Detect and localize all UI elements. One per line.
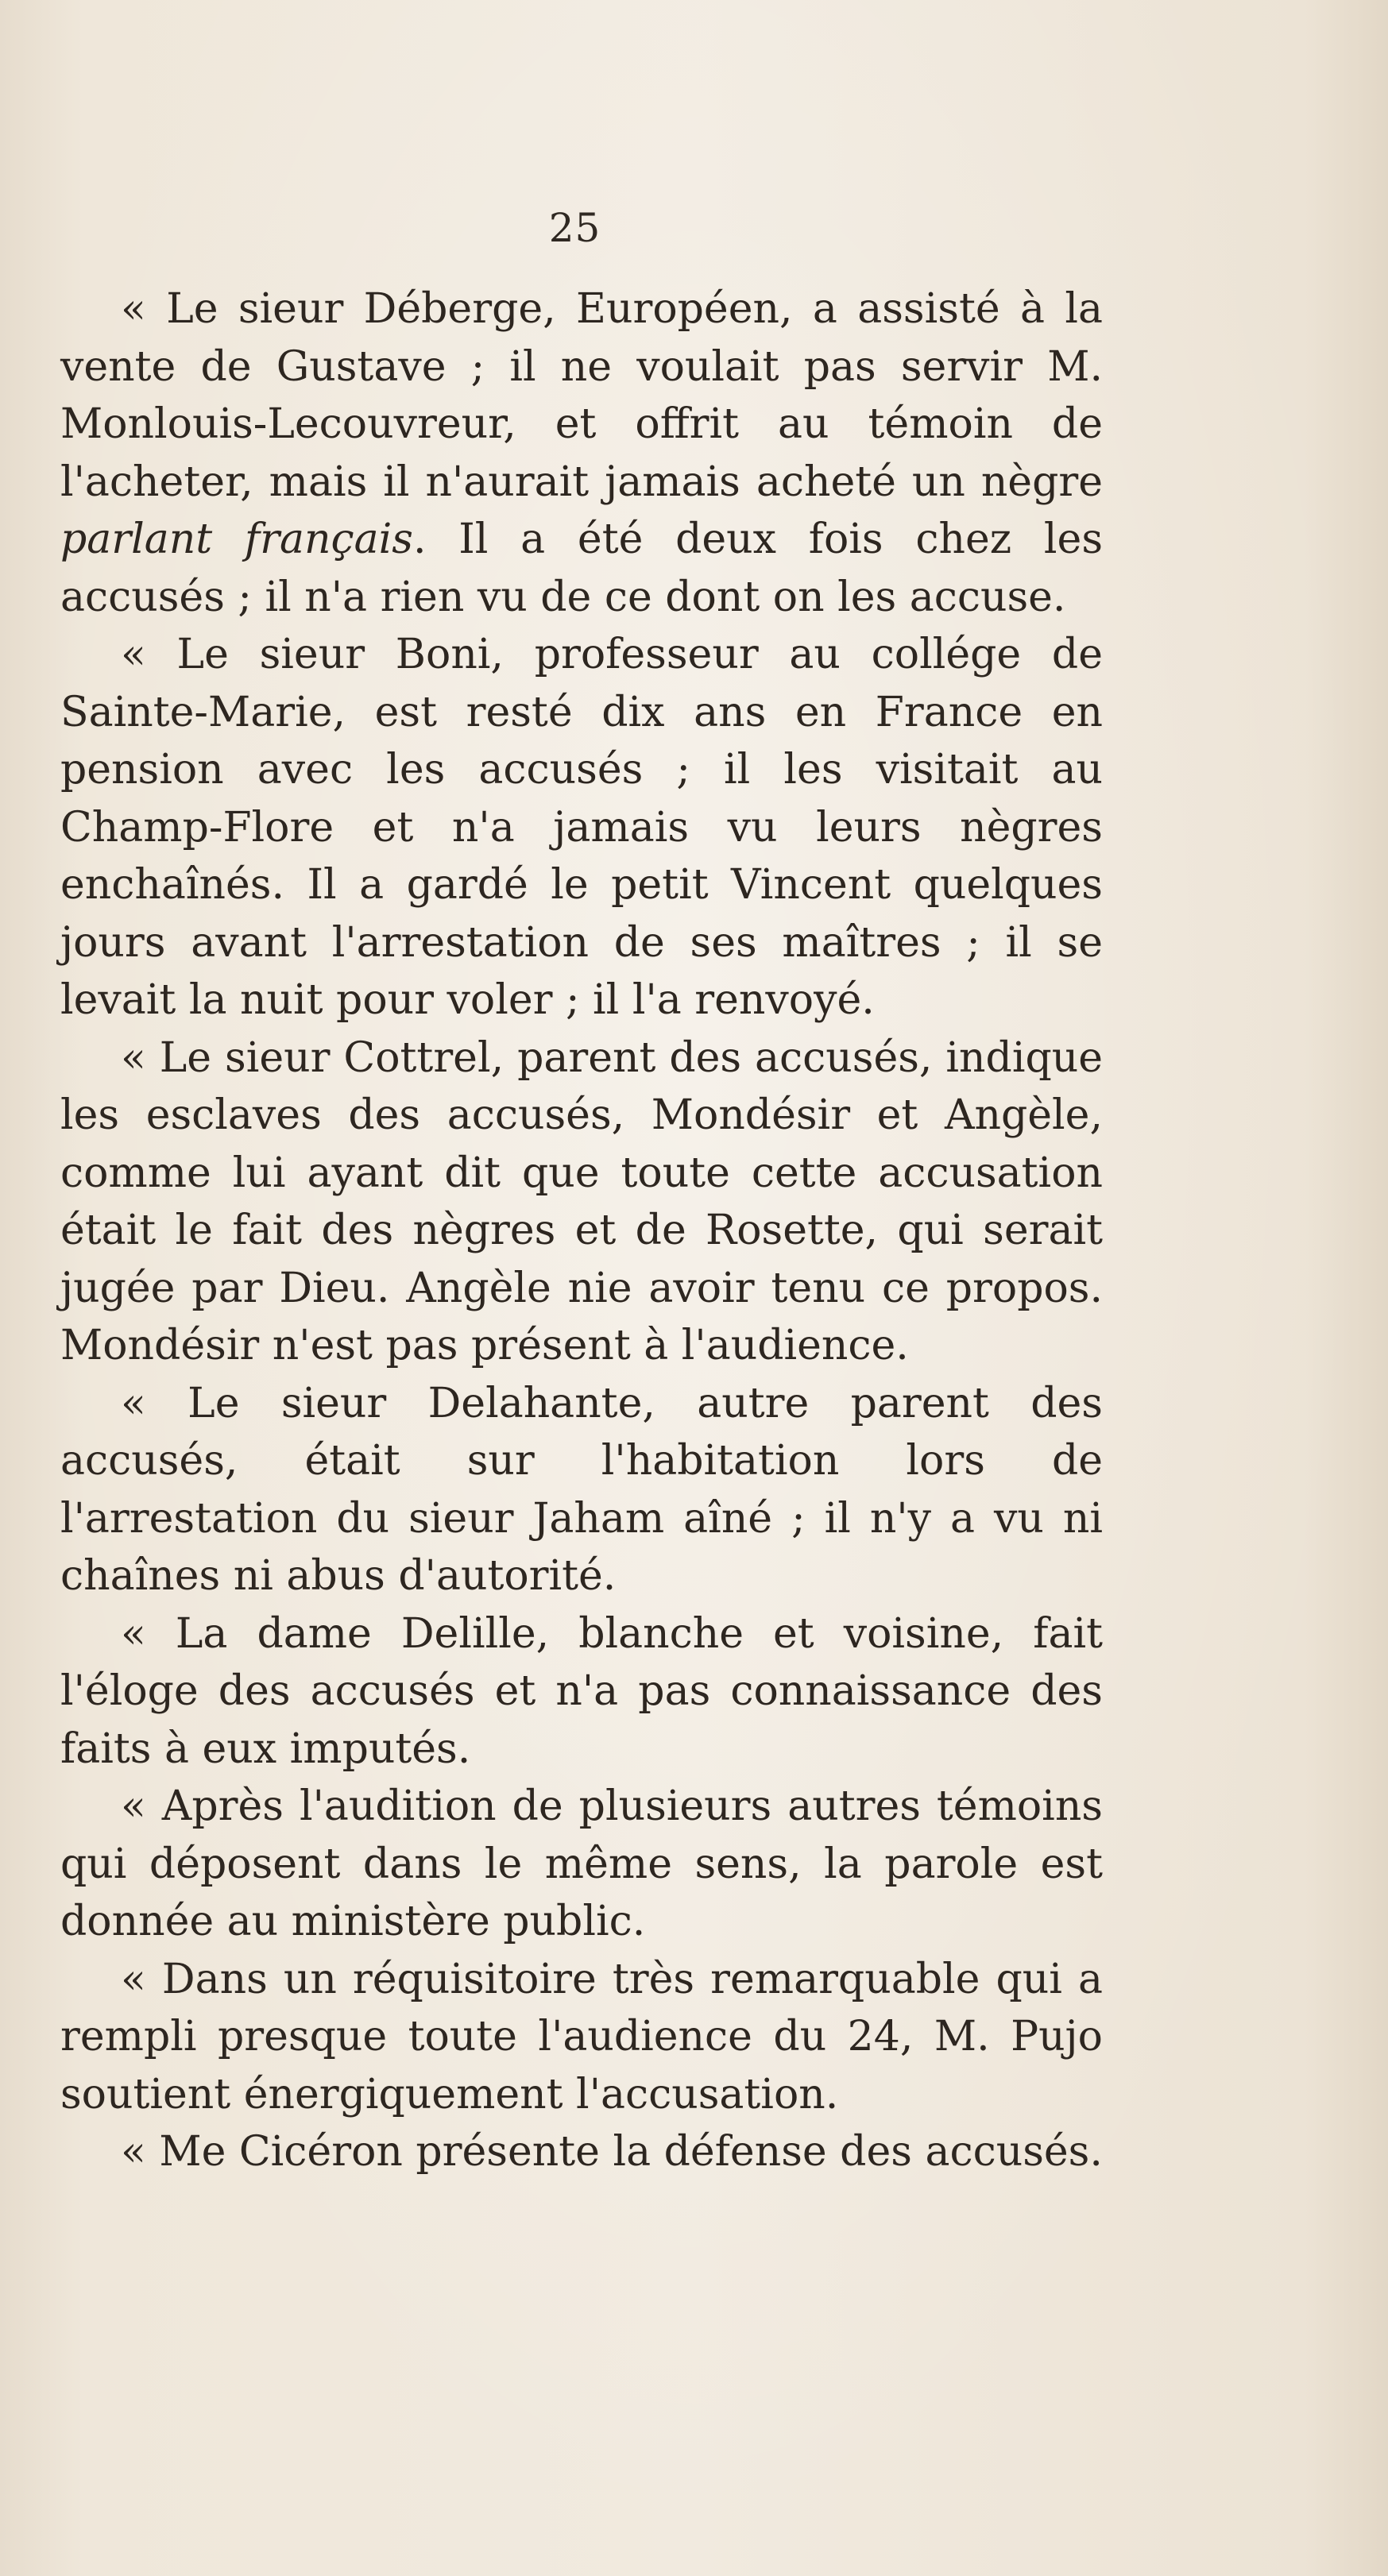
- italic-phrase: parlant français: [60, 516, 413, 563]
- page-number: 25: [548, 205, 601, 251]
- paragraph-deberge: [60, 280, 1103, 626]
- paragraph-defense: « Me Cicéron présente la défense des accusés.: [121, 2128, 1103, 2176]
- paragraph-boni: « Le sieur Boni, professeur au collége de Sainte-Marie, est resté dix ans en France en pension avec les accusés ; il les visitait au Champ-Flore et n'a jamais vu leurs nègres enchaînés. Il a gardé le petit Vincent quelques jours avant l'arrestation de ses maîtres ; il se levait la nuit pour voler ; il l'a renvoyé.: [60, 631, 1103, 1024]
- paragraph-audition: « Après l'audition de plusieurs autres témoins qui déposent dans le même sens, la parole est donnée au ministère public.: [60, 1782, 1103, 1945]
- body-text: [60, 280, 1103, 2181]
- paragraph-requisitoire: « Dans un réquisitoire très remarquable qui a rempli presque toute l'audience du 24, M. Pujo soutient énergiquement l'accusation.: [60, 1955, 1103, 2118]
- paragraph-delahante: « Le sieur Delahante, autre parent des accusés, était sur l'habitation lors de l'arrestation du sieur Jaham aîné ; il n'y a vu ni chaînes ni abus d'autorité.: [60, 1379, 1103, 1600]
- paragraph-text: . Il a été deux fois chez les accusés ; il n'a rien vu de ce dont on les accuse.: [60, 516, 1103, 621]
- paragraph-cottrel: « Le sieur Cottrel, parent des accusés, indique les esclaves des accusés, Mondésir et Angèle, comme lui ayant dit que toute cette accusation était le fait des nègres et de Rosette, qui serait jugée par Dieu. Angèle nie avoir tenu ce propos. Mondésir n'est pas présent à l'audience.: [60, 1033, 1103, 1369]
- paragraph-delille: « La dame Delille, blanche et voisine, fait l'éloge des accusés et n'a pas connaissance des faits à eux imputés.: [60, 1609, 1103, 1773]
- paragraph-text: « Le sieur Déberge, Européen, a assisté à la vente de Gustave ; il ne voulait pas servir M. Monlouis-Lecouvreur, et offrit au témoin de l'acheter, mais il n'aurait jamais acheté un nègre: [60, 285, 1103, 506]
